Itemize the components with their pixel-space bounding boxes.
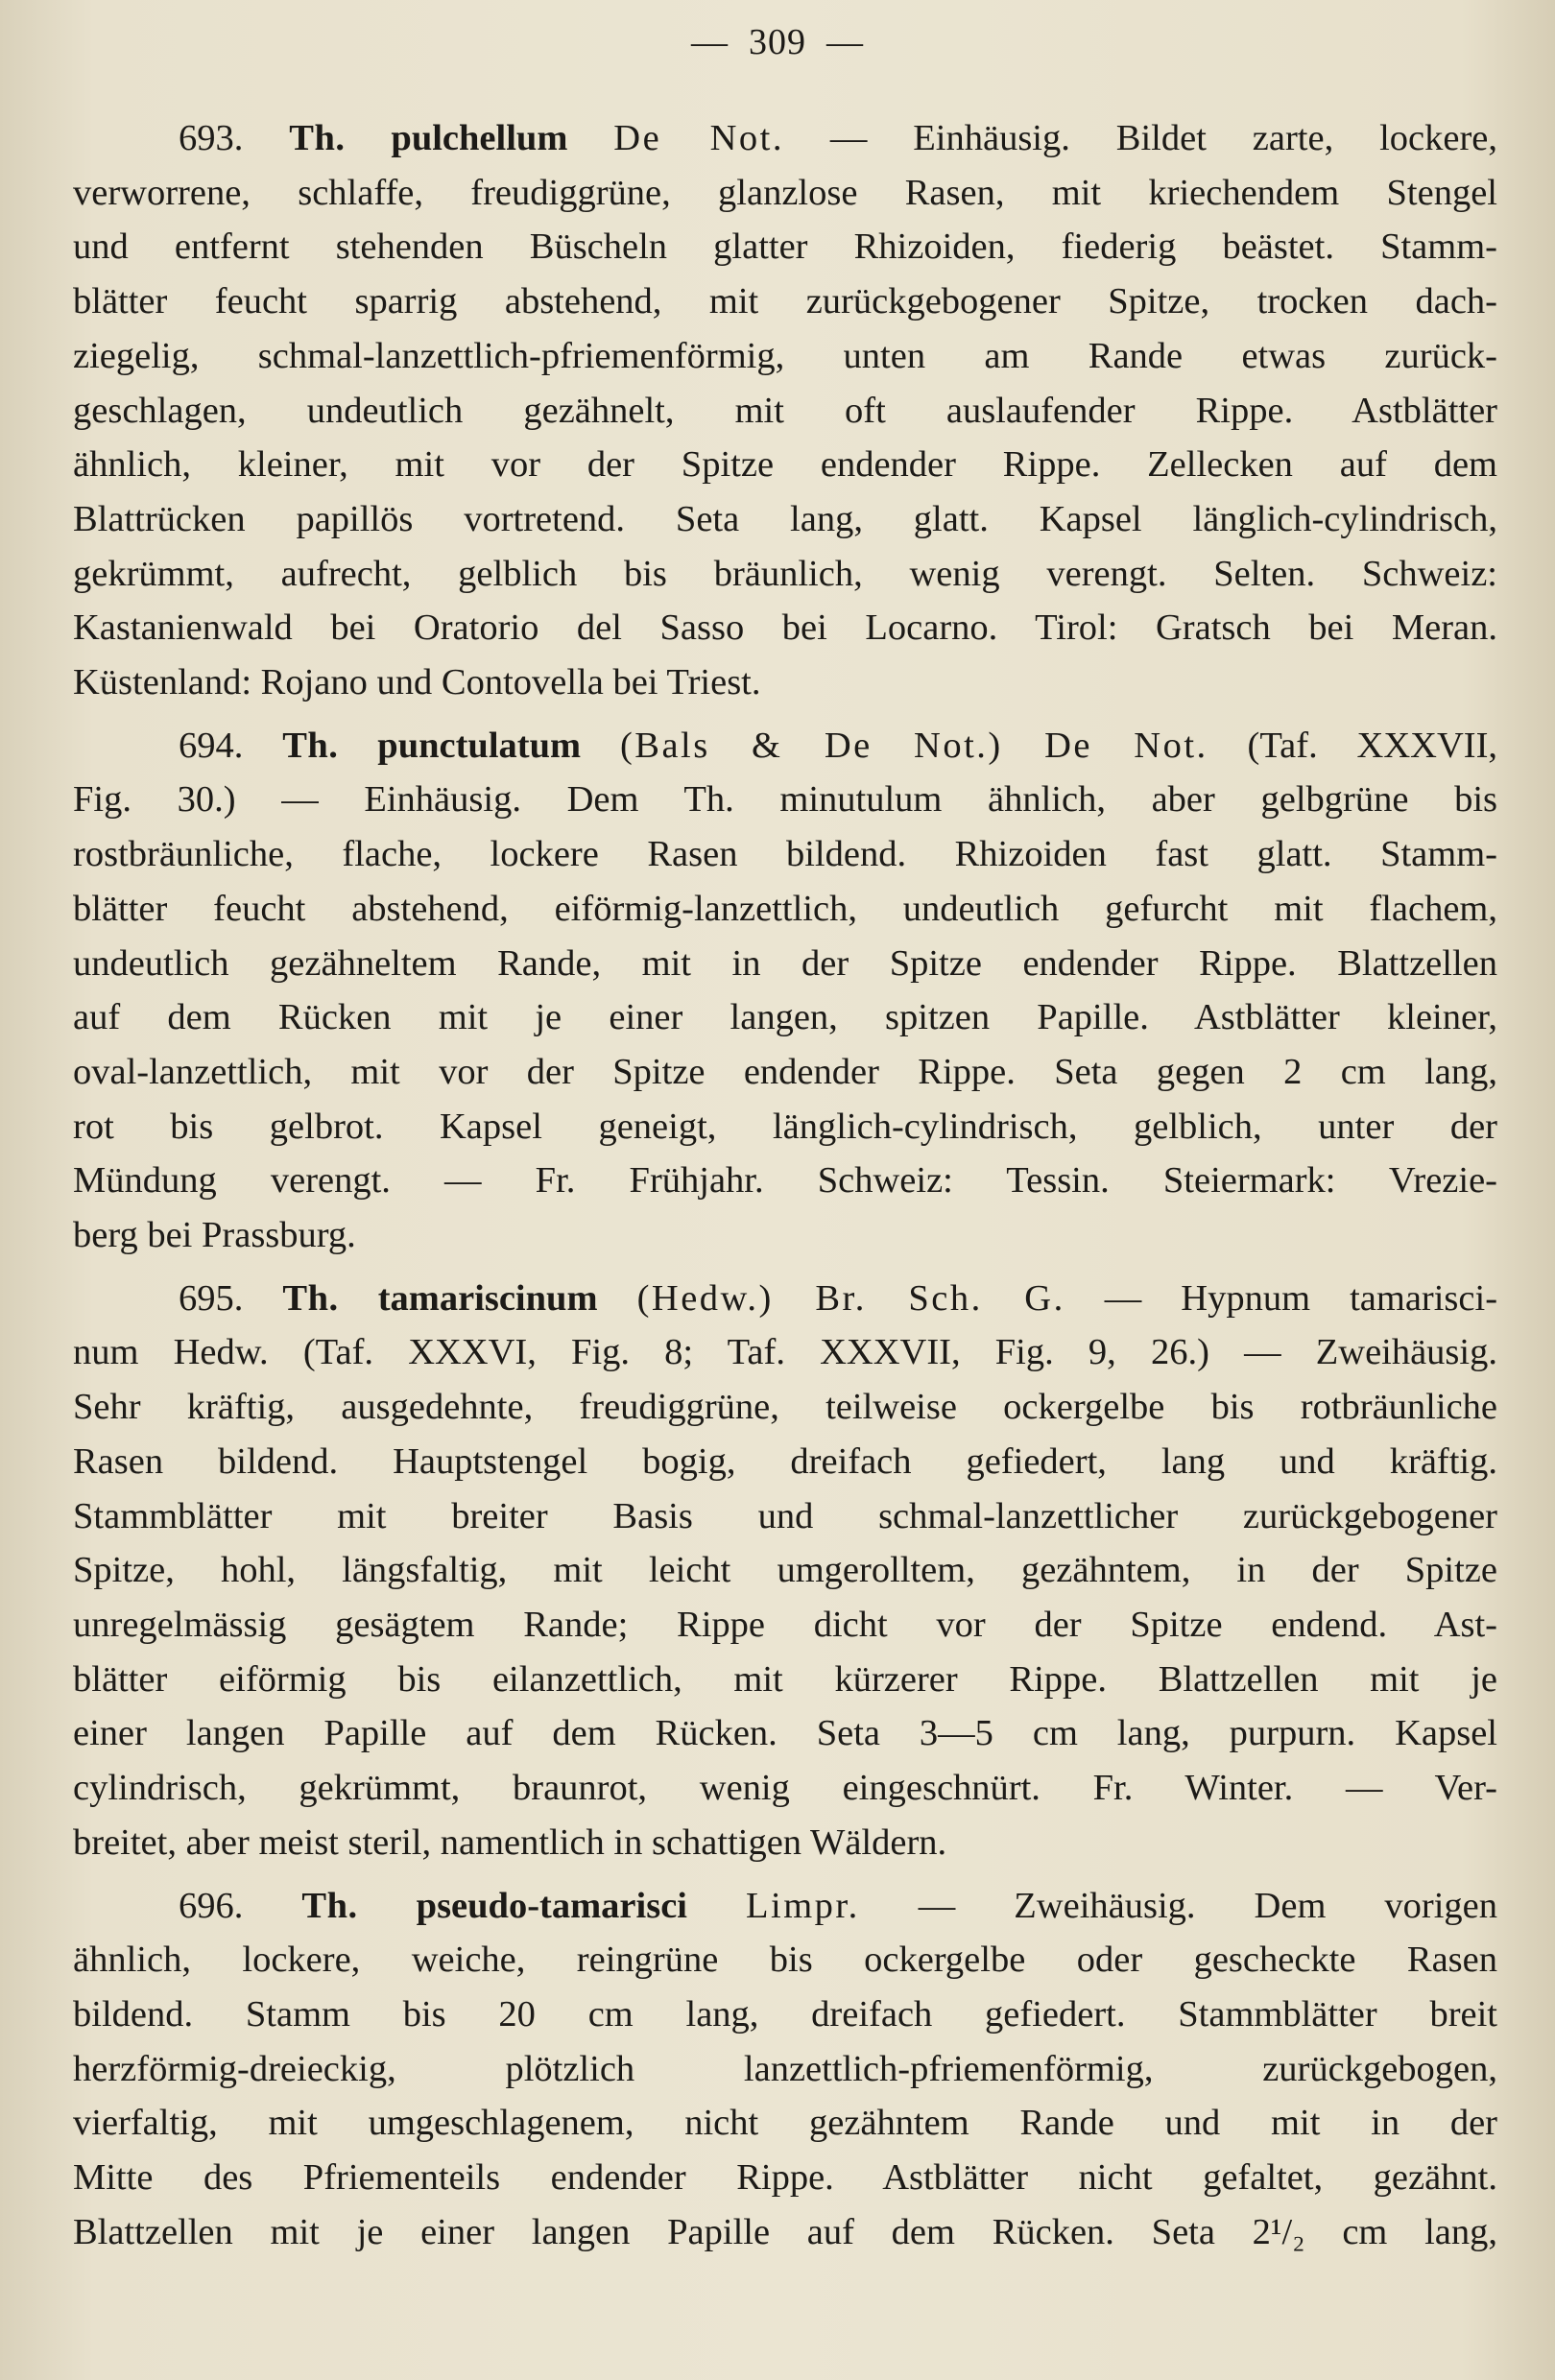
text-line: Sehr kräftig, ausgedehnte, freudiggrüne, teilweise ockergelbe bis rotbräunliche xyxy=(73,1387,1497,1428)
text-line: blätter feucht abstehend, eiförmig-lanzettlich, undeutlich gefurcht mit flachem, xyxy=(73,888,1497,929)
text-line: blätter eiförmig bis eilanzettlich, mit kürzerer Rippe. Blattzellen mit je xyxy=(73,1658,1497,1700)
text-line: Blattzellen mit je einer langen Papille auf dem Rücken. Seta 2¹/₂ cm lang, xyxy=(73,2211,1497,2252)
text-line: einer langen Papille auf dem Rücken. Seta 3—5 cm lang, purpurn. Kapsel xyxy=(73,1713,1497,1754)
text-line: Mitte des Pfriementeils endender Rippe. Astblätter nicht gefaltet, gezähnt. xyxy=(73,2157,1497,2199)
species-entry xyxy=(73,719,1497,1263)
text-line: Kastanienwald bei Oratorio del Sasso bei Locarno. Tirol: Gratsch bei Meran. xyxy=(73,607,1497,649)
text-line: ziegelig, schmal-lanzettlich-pfriemenförmig, unten am Rande etwas zurück- xyxy=(73,335,1497,376)
species-entry xyxy=(73,1272,1497,1870)
text-line: Fig. 30.) — Einhäusig. Dem Th. minutulum ähnlich, aber gelbgrüne bis xyxy=(73,779,1497,821)
species-entry xyxy=(73,1879,1497,2260)
text-line: herzförmig-dreieckig, plötzlich lanzettlich-pfriemenförmig, zurückgebogen, xyxy=(73,2048,1497,2089)
genus-abbrev: Th. xyxy=(301,1885,358,1926)
species-entry xyxy=(73,111,1497,710)
text-line: blätter feucht sparrig abstehend, mit zurückgebogener Spitze, trocken dach- xyxy=(73,281,1497,322)
entry-first-line xyxy=(73,1272,1497,1326)
text-line: auf dem Rücken mit je einer langen, spitzen Papille. Astblätter kleiner, xyxy=(73,997,1497,1038)
genus-abbrev: Th. xyxy=(289,118,346,158)
text-line: Küstenland: Rojano und Contovella bei Triest. xyxy=(73,662,761,703)
entry-number: 694. xyxy=(179,725,244,766)
entry-number: 693. xyxy=(179,118,244,158)
text-line: Rasen bildend. Hauptstengel bogig, dreifach gefiedert, lang und kräftig. xyxy=(73,1440,1497,1482)
page-header xyxy=(0,21,1555,63)
entry-text: (Taf. XXXVII, xyxy=(1208,725,1498,766)
entry-text: — Hypnum tamarisci- xyxy=(1065,1277,1498,1319)
text-line: vierfaltig, mit umgeschlagenem, nicht gezähntem Rande und mit in der xyxy=(73,2103,1497,2144)
author-citation: (Bals & De Not.) De Not. xyxy=(619,725,1208,766)
species-name: punctulatum xyxy=(377,725,582,766)
entry-text: — Einhäusig. Bildet zarte, lockere, xyxy=(783,118,1498,158)
text-line: breitet, aber meist steril, namentlich in schattigen Wäldern. xyxy=(73,1821,947,1863)
text-line: ähnlich, kleiner, mit vor der Spitze endender Rippe. Zellecken auf dem xyxy=(73,444,1497,486)
header-dash-right: — xyxy=(806,22,864,62)
entry-first-line xyxy=(73,111,1497,166)
header-dash-left: — xyxy=(691,22,749,62)
text-line: rostbräunliche, flache, lockere Rasen bildend. Rhizoiden fast glatt. Stamm- xyxy=(73,834,1497,875)
text-line: unregelmässig gesägtem Rande; Rippe dicht vor der Spitze endend. Ast- xyxy=(73,1604,1497,1645)
text-line: Stammblätter mit breiter Basis und schmal-lanzettlicher zurückgebogener xyxy=(73,1495,1497,1536)
text-line: undeutlich gezähneltem Rande, mit in der Spitze endender Rippe. Blattzellen xyxy=(73,942,1497,984)
genus-abbrev: Th. xyxy=(282,725,339,766)
text-line: geschlagen, undeutlich gezähnelt, mit oft auslaufender Rippe. Astblätter xyxy=(73,390,1497,431)
page-number: 309 xyxy=(749,22,806,62)
text-line: ähnlich, lockere, weiche, reingrüne bis ockergelbe oder gescheckte Rasen xyxy=(73,1940,1497,1981)
text-line: und entfernt stehenden Büscheln glatter Rhizoiden, fiederig beästet. Stamm- xyxy=(73,226,1497,268)
text-line: Spitze, hohl, längsfaltig, mit leicht umgerolltem, gezähntem, in der Spitze xyxy=(73,1550,1497,1591)
text-line: Blattrücken papillös vortretend. Seta lang, glatt. Kapsel länglich-cylindrisch, xyxy=(73,498,1497,539)
entry-number: 696. xyxy=(179,1885,244,1926)
page-body xyxy=(73,111,1497,2259)
genus-abbrev: Th. xyxy=(282,1277,339,1319)
text-line: oval-lanzettlich, mit vor der Spitze endender Rippe. Seta gegen 2 cm lang, xyxy=(73,1051,1497,1092)
text-line: gekrümmt, aufrecht, gelblich bis bräunlich, wenig verengt. Selten. Schweiz: xyxy=(73,553,1497,594)
text-line: num Hedw. (Taf. XXXVI, Fig. 8; Taf. XXXVII, Fig. 9, 26.) — Zweihäusig. xyxy=(73,1332,1497,1373)
text-line: rot bis gelbrot. Kapsel geneigt, länglich-cylindrisch, gelblich, unter der xyxy=(73,1106,1497,1147)
author-citation: Limpr. xyxy=(746,1885,860,1926)
entry-first-line xyxy=(73,719,1497,774)
author-citation: De Not. xyxy=(613,118,784,158)
entry-number: 695. xyxy=(179,1277,244,1319)
species-name: pulchellum xyxy=(391,118,568,158)
entry-text: — Zweihäusig. Dem vorigen xyxy=(859,1885,1498,1926)
author-citation: (Hedw.) Br. Sch. G. xyxy=(636,1277,1065,1319)
entry-first-line xyxy=(73,1879,1497,1934)
text-line: verworrene, schlaffe, freudiggrüne, glanzlose Rasen, mit kriechendem Stengel xyxy=(73,172,1497,213)
text-line: bildend. Stamm bis 20 cm lang, dreifach gefiedert. Stammblätter breit xyxy=(73,1993,1497,2035)
text-line: berg bei Prassburg. xyxy=(73,1215,356,1256)
text-line: Mündung verengt. — Fr. Frühjahr. Schweiz: Tessin. Steiermark: Vrezie- xyxy=(73,1160,1497,1202)
species-name: pseudo-tamarisci xyxy=(416,1885,687,1926)
text-line: cylindrisch, gekrümmt, braunrot, wenig eingeschnürt. Fr. Winter. — Ver- xyxy=(73,1768,1497,1809)
species-name: tamariscinum xyxy=(377,1277,598,1319)
